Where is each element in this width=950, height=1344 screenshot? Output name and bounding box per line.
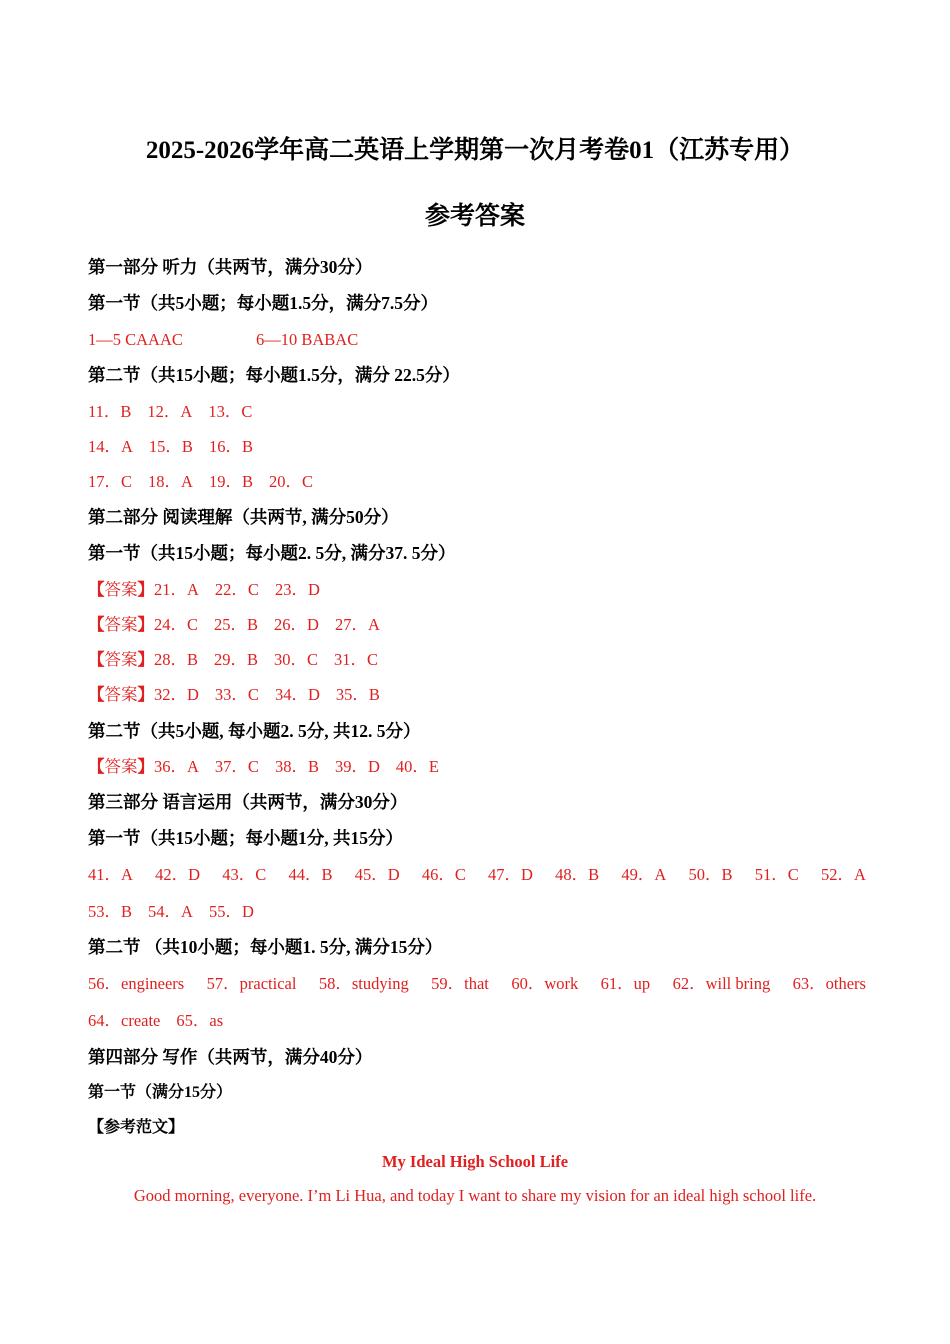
answer-row — [88, 972, 878, 996]
answer-row — [88, 683, 878, 707]
answer-item: 11．B — [88, 402, 132, 421]
answer-item: 12．A — [147, 402, 193, 421]
answer-tag: 【答案】 — [88, 650, 154, 669]
answer-row — [88, 900, 878, 924]
sample-essay-label: 【参考范文】 — [88, 1119, 185, 1136]
answer-tag: 【答案】 — [88, 685, 154, 704]
answer-item: 51．C — [754, 865, 799, 884]
answer-item: 48．B — [555, 865, 600, 884]
answer-item: 31．C — [334, 650, 379, 669]
part3-sec2-heading: 第二节 （共10小题；每小题1. 5分, 满分15分） — [88, 937, 443, 957]
answer-item: 22．C — [214, 580, 259, 599]
answer-row — [88, 863, 878, 887]
answer-item: 18．A — [148, 472, 193, 491]
part1-sec2-heading: 第二节（共15小题；每小题1.5分，满分 22.5分） — [88, 365, 460, 385]
answer-item: 39．D — [334, 757, 380, 776]
answer-item: 21．A — [154, 580, 199, 599]
answer-tag: 【答案】 — [88, 757, 154, 776]
answer-item: 53．B — [88, 902, 133, 921]
part1-sec1-heading: 第一节（共5小题；每小题1.5分，满分7.5分） — [88, 293, 438, 313]
part1-sec1-answers — [88, 328, 878, 352]
answer-row — [88, 613, 878, 637]
answer-item: 56．engineers — [88, 974, 185, 993]
answer-item: 15．B — [148, 437, 193, 456]
answer-item: 28．B — [154, 650, 199, 669]
answer-row — [88, 400, 878, 424]
answer-item: 62．will bring — [672, 974, 771, 993]
answer-item: 57．practical — [206, 974, 297, 993]
part1-heading: 第一部分 听力（共两节，满分30分） — [88, 257, 373, 277]
document-subtitle: 参考答案 — [424, 203, 525, 230]
answer-item: 19．B — [208, 472, 253, 491]
answer-item: 32．D — [154, 685, 199, 704]
part4-heading: 第四部分 写作（共两节，满分40分） — [88, 1047, 373, 1067]
answer-item: 63．others — [792, 974, 866, 993]
answer-item: 65．as — [176, 1011, 224, 1030]
answer-item: 40．E — [395, 757, 439, 776]
answer-item: 13．C — [208, 402, 253, 421]
part4-sec1-heading: 第一节（满分15分） — [88, 1084, 233, 1101]
answer-group: 1—5 CAAAC — [88, 330, 183, 349]
answer-item: 42．D — [155, 865, 201, 884]
answer-item: 43．C — [222, 865, 267, 884]
answer-item: 35．B — [335, 685, 380, 704]
answer-item: 29．B — [214, 650, 259, 669]
answer-item: 30．C — [274, 650, 319, 669]
part3-heading: 第三部分 语言运用（共两节，满分30分） — [88, 792, 408, 812]
answer-item: 23．D — [274, 580, 320, 599]
essay-title: My Ideal High School Life — [381, 1152, 569, 1171]
answer-item: 52．A — [820, 865, 866, 884]
answer-item: 38．B — [274, 757, 319, 776]
answer-item: 60．work — [511, 974, 579, 993]
answer-item: 17．C — [88, 472, 133, 491]
answer-row — [88, 755, 878, 779]
answer-group: 6—10 BABAC — [256, 330, 359, 349]
answer-item: 61．up — [600, 974, 651, 993]
answer-item: 54．A — [148, 902, 193, 921]
answer-item: 33．C — [214, 685, 259, 704]
answer-item: 46．C — [421, 865, 466, 884]
part2-sec2-heading: 第二节（共5小题, 每小题2. 5分, 共12. 5分） — [88, 721, 421, 741]
answer-item: 50．B — [688, 865, 733, 884]
part2-sec1-heading: 第一节（共15小题；每小题2. 5分, 满分37. 5分） — [88, 543, 456, 563]
answer-item: 45．D — [354, 865, 400, 884]
answer-item: 27．A — [334, 615, 380, 634]
essay-paragraph: Good morning, everyone. I’m Li Hua, and today I want to share my vision for an ideal high school life. — [133, 1186, 817, 1205]
answer-item: 58．studying — [318, 974, 409, 993]
answer-item: 59．that — [431, 974, 489, 993]
answer-row — [88, 578, 878, 602]
answer-item: 14．A — [88, 437, 133, 456]
answer-item: 49．A — [621, 865, 667, 884]
answer-item: 24．C — [154, 615, 199, 634]
answer-item: 37．C — [214, 757, 259, 776]
document-title: 2025-2026学年高二英语上学期第一次月考卷01（江苏专用） — [145, 137, 805, 164]
answer-item: 34．D — [274, 685, 320, 704]
answer-item: 25．B — [214, 615, 259, 634]
answer-item: 36．A — [154, 757, 199, 776]
answer-item: 55．D — [208, 902, 254, 921]
answer-row — [88, 435, 878, 459]
answer-row — [88, 648, 878, 672]
answer-tag: 【答案】 — [88, 580, 154, 599]
answer-row — [88, 470, 878, 494]
answer-item: 41．A — [88, 865, 133, 884]
part2-heading: 第二部分 阅读理解（共两节, 满分50分） — [88, 507, 399, 527]
answer-item: 47．D — [488, 865, 533, 884]
part3-sec1-heading: 第一节（共15小题；每小题1分, 共15分） — [88, 828, 403, 848]
answer-item: 44．B — [288, 865, 333, 884]
answer-item: 16．B — [208, 437, 253, 456]
answer-tag: 【答案】 — [88, 615, 154, 634]
answer-item: 26．D — [274, 615, 319, 634]
answer-item: 64．create — [88, 1011, 161, 1030]
answer-item: 20．C — [268, 472, 313, 491]
answer-row — [88, 1009, 878, 1033]
